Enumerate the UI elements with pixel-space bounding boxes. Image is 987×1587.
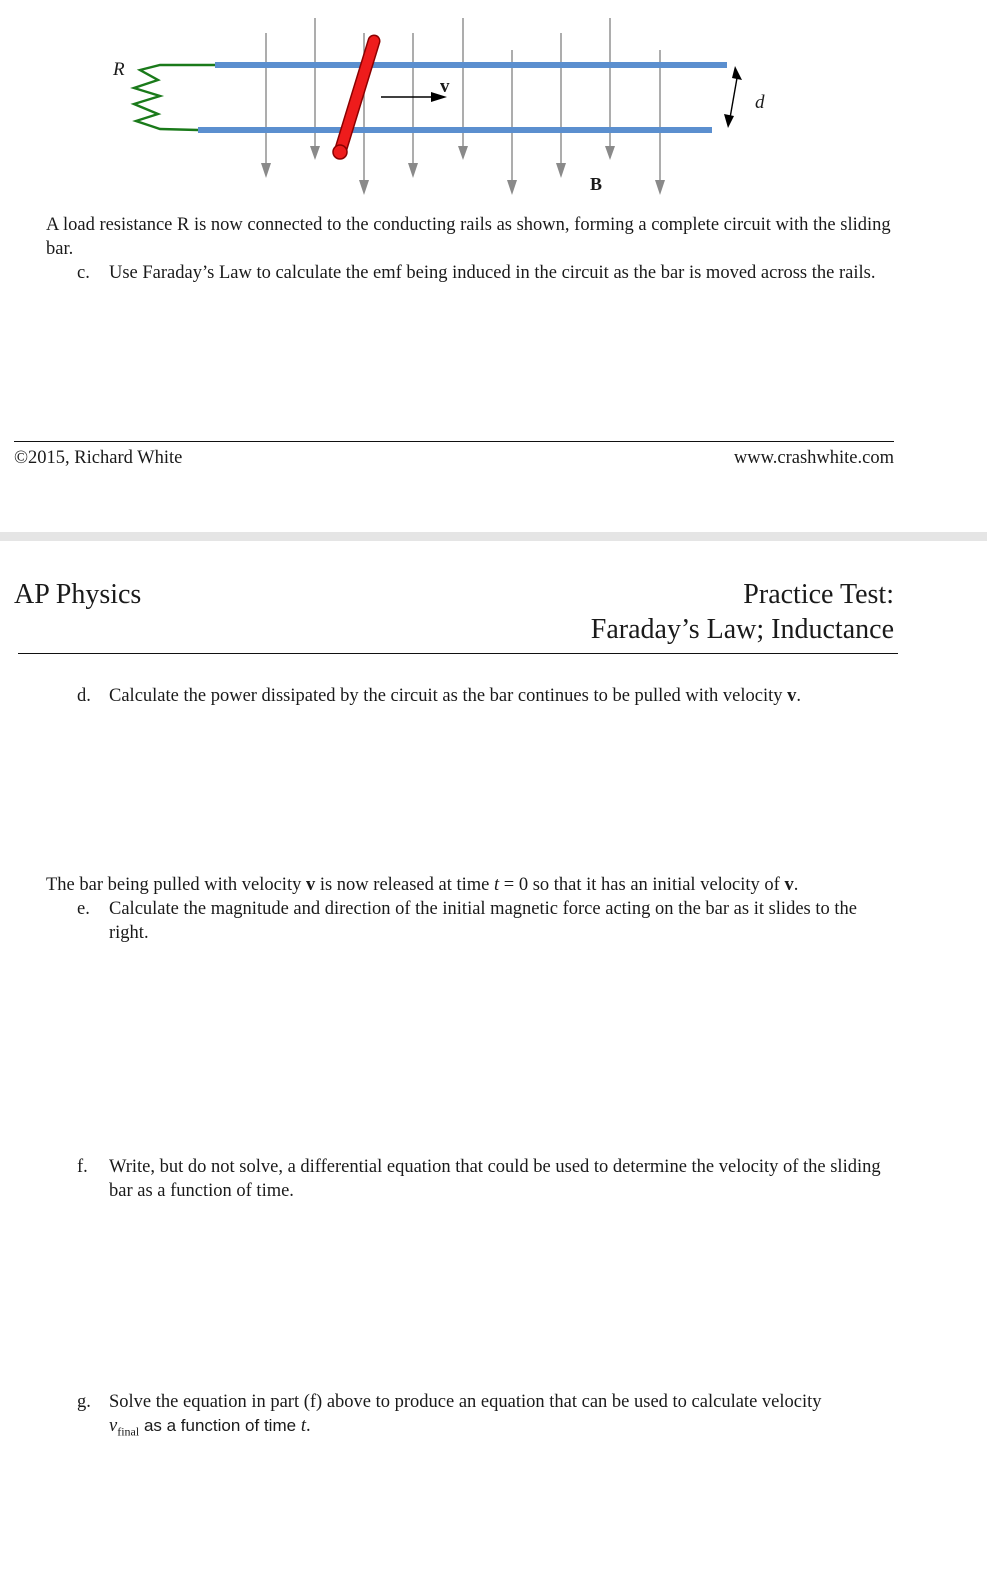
question-letter: d. <box>77 686 91 706</box>
footer-rule <box>14 441 894 442</box>
field-label: B <box>590 174 603 194</box>
magnetic-field-lines <box>261 18 665 195</box>
question-text: Calculate the power dissipated by the circuit as the bar continues to be pulled with velocity v. <box>109 686 802 706</box>
velocity-arrow <box>381 92 447 102</box>
test-title-line2: Faraday’s Law; Inductance <box>590 614 894 645</box>
intro-paragraph: A load resistance R is now connected to the conducting rails as shown, forming a complete circuit with the sliding bar. <box>46 215 891 259</box>
separation-label: d <box>755 92 765 113</box>
rail-circuit-diagram <box>0 0 987 200</box>
question-letter: e. <box>77 899 90 919</box>
field-line <box>655 50 665 195</box>
field-line <box>408 33 418 178</box>
field-line <box>261 33 271 178</box>
question-text: Write, but do not solve, a differential equation that could be used to determine the velocity of the sliding bar as a function of time. <box>109 1157 881 1201</box>
field-line <box>458 18 468 160</box>
field-line <box>310 18 320 160</box>
question-text: Use Faraday’s Law to calculate the emf being induced in the circuit as the bar is moved across the rails. <box>109 263 876 283</box>
release-paragraph: The bar being pulled with velocity v is now released at time t = 0 so that it has an initial velocity of v. <box>46 875 799 895</box>
question-text: Calculate the magnitude and direction of the initial magnetic force acting on the bar as it slides to the right. <box>109 899 857 943</box>
sliding-bar <box>333 41 374 159</box>
field-line <box>507 50 517 195</box>
question-letter: g. <box>77 1392 91 1412</box>
load-resistor <box>134 65 215 130</box>
footer-website: www.crashwhite.com <box>733 448 894 468</box>
question-letter: c. <box>77 263 90 283</box>
top-rail <box>215 62 727 68</box>
bottom-rail <box>198 127 712 133</box>
course-title: AP Physics <box>14 579 142 610</box>
footer-copyright: ©2015, Richard White <box>14 448 183 468</box>
velocity-label: v <box>440 76 450 97</box>
page-separator <box>0 532 987 541</box>
separation-arrow <box>724 66 742 128</box>
question-letter: f. <box>77 1157 88 1177</box>
field-line <box>556 33 566 178</box>
question-text: Solve the equation in part (f) above to produce an equation that can be used to calculate velocity $v_{final}$ as a function of time t. <box>109 1392 822 1439</box>
field-line <box>605 18 615 160</box>
resistor-label: R <box>113 59 125 80</box>
test-title-line1: Practice Test: <box>743 579 894 610</box>
header-rule <box>18 653 898 654</box>
